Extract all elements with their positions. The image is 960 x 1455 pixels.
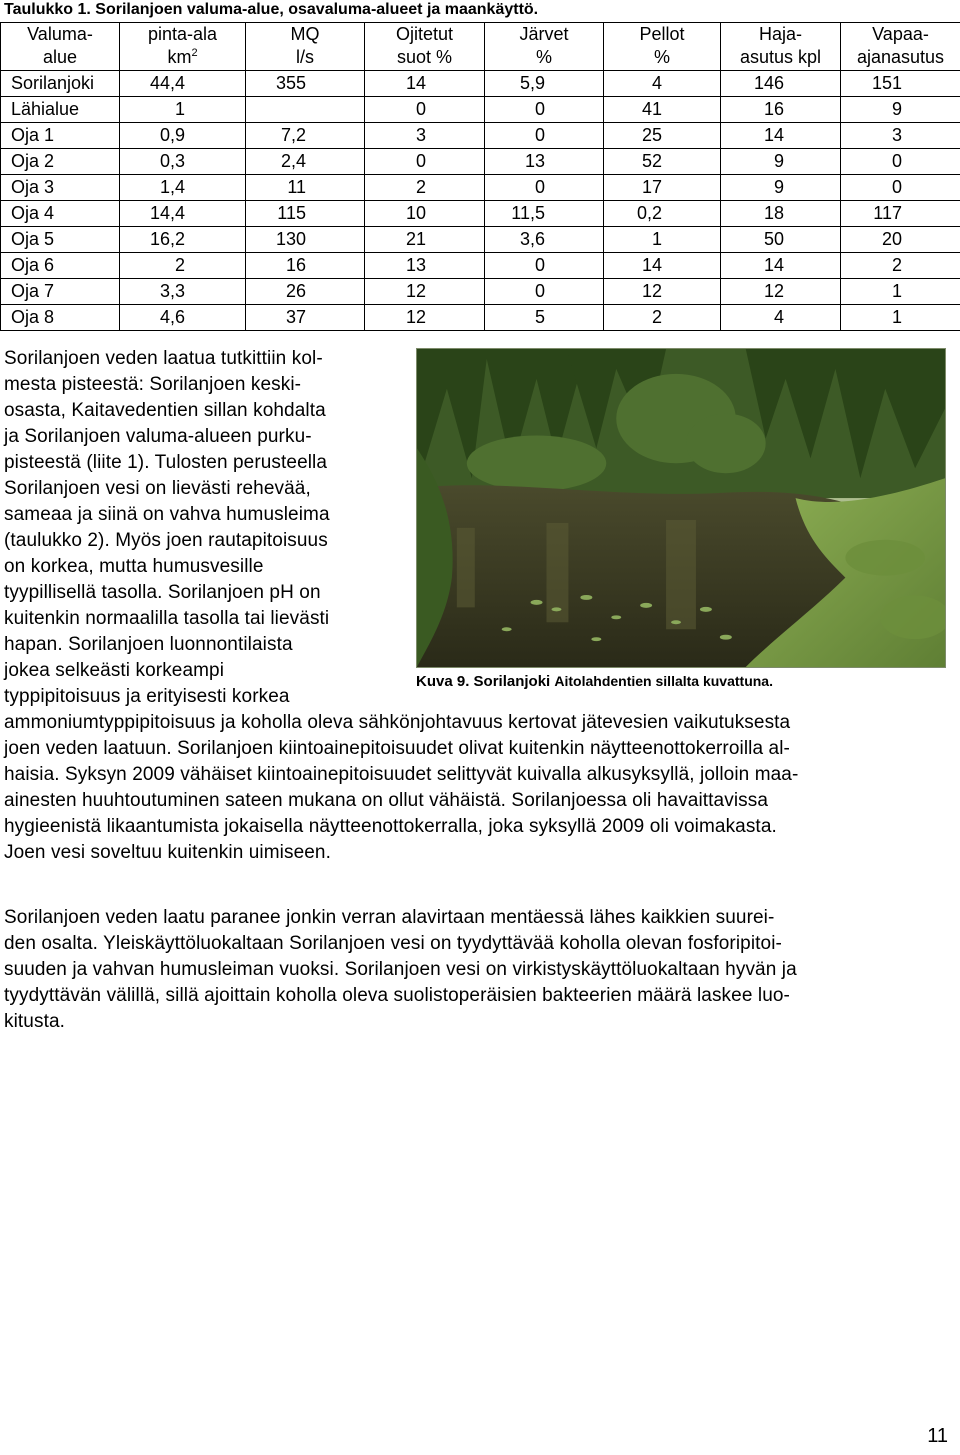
column-header-line2: l/s [296,47,314,67]
table-cell: 0 [841,175,960,201]
column-header-line2: % [535,47,552,67]
table-cell: 12 [721,279,841,305]
table-cell: 1 [120,97,246,123]
table-cell: 12 [365,305,485,331]
photo-caption-text: Aitolahdentien sillalta kuvattuna. [554,673,773,689]
table-cell: 50 [721,227,841,253]
column-header [485,23,604,71]
table-row [1,253,960,279]
column-header-line1: Järvet [519,24,569,44]
paragraph-1-line: ammoniumtyppipitoisuus ja koholla oleva sähkönjohtavuus kertovat jätevesien vaikutuksesta [4,712,791,733]
column-header-line1: Pellot [639,24,685,44]
table-cell: 151 [841,71,960,97]
table-cell: 1 [841,279,960,305]
column-header-line2: suot % [396,47,453,67]
table-cell: 12 [604,279,721,305]
table-cell: 1 [604,227,721,253]
column-header-line1: Ojitetut [395,24,454,44]
table-cell: 0 [485,175,604,201]
table-row [1,279,960,305]
table-row [1,149,960,175]
table-cell: 0,2 [604,201,721,227]
column-header-superscript: 2 [191,47,198,59]
table-row [1,97,960,123]
column-header [841,23,960,71]
table-cell: 1 [841,305,960,331]
row-label-cell: Lähialue [1,97,120,123]
paragraph-1-line: joen veden laatuun. Sorilanjoen kiintoainepitoisuudet olivat kuitenkin näytteenottokerroilla al- [4,738,790,759]
paragraph-2-line: tyydyttävän välillä, sillä ajoittain koholla oleva suolistoperäisien bakteerien määrä laskee luo- [4,985,790,1006]
table-cell: 18 [721,201,841,227]
table-cell: 5,9 [485,71,604,97]
table-cell: 26 [246,279,365,305]
river-landscape-image [417,349,945,667]
table-cell: 17 [604,175,721,201]
table-cell: 7,2 [246,123,365,149]
column-header-line2: ajanasutus [856,47,945,67]
table-cell: 13 [485,149,604,175]
table-cell: 3 [365,123,485,149]
catchment-table [0,22,960,331]
column-header [721,23,841,71]
paragraph-2-line: kitusta. [4,1011,65,1032]
table-cell: 13 [365,253,485,279]
table-row [1,123,960,149]
table-cell: 25 [604,123,721,149]
table-cell: 11 [246,175,365,201]
column-header-line1: Vapaa- [872,24,929,44]
table-cell: 146 [721,71,841,97]
column-header-line2: alue [42,47,78,67]
column-header-line2: km [167,47,192,67]
table-cell: 16 [246,253,365,279]
table-row [1,201,960,227]
column-header-line2: asutus kpl [739,47,822,67]
table-cell: 3,6 [485,227,604,253]
photo-caption-label: Kuva 9. Sorilanjoki [416,673,551,690]
paragraph-1-line: jokea selkeästi korkeampi [4,660,225,681]
table-cell: 4,6 [120,305,246,331]
paragraph-1-wide [4,710,954,866]
table-cell: 4 [604,71,721,97]
table-cell: 52 [604,149,721,175]
paragraph-1-line: tyypillisellä tasolla. Sorilanjoen pH on [4,582,321,603]
column-header-line1: MQ [290,24,320,44]
paragraph-1-line: kuitenkin normaalilla tasolla tai lievästi [4,608,330,629]
paragraph-1-line: (taulukko 2). Myös joen rautapitoisuus [4,530,328,551]
paragraph-1-line: pisteestä (liite 1). Tulosten perusteella [4,452,328,473]
table-cell: 355 [246,71,365,97]
paragraph-1-line: sameaa ja siinä on vahva humusleima [4,504,330,525]
paragraph-2-line: suuden ja vahvan humusleiman vuoksi. Sorilanjoen vesi on virkistyskäyttöluokaltaan hyvän ja [4,959,797,980]
column-header-line2: % [653,47,670,67]
column-header-line1: Valuma- [27,24,93,44]
paragraph-1-line: mesta pisteestä: Sorilanjoen keski- [4,374,302,395]
table-cell: 0 [485,253,604,279]
paragraph-1-narrow [4,346,404,710]
table-cell: 2 [365,175,485,201]
paragraph-2-line: den osalta. Yleiskäyttöluokaltaan Sorilanjoen vesi on tyydyttävää koholla olevan fosforipitoi- [4,933,782,954]
paragraph-1-line: haisia. Syksyn 2009 vähäiset kiintoainepitoisuudet selittyvät kuivalla alkusyksyllä, jolloin maa- [4,764,799,785]
table-cell: 10 [365,201,485,227]
table-row [1,175,960,201]
paragraph-1-line: hapan. Sorilanjoen luonnontilaista [4,634,293,655]
column-header [365,23,485,71]
table-cell: 9 [721,149,841,175]
table-cell: 44,4 [120,71,246,97]
column-header-line1: Haja- [758,24,802,44]
paragraph-1-line: ja Sorilanjoen valuma-alueen purku- [4,426,312,447]
table-cell: 130 [246,227,365,253]
page-number: 11 [927,1425,948,1447]
table-cell: 9 [721,175,841,201]
row-label-cell: Oja 2 [1,149,120,175]
table-cell: 0 [841,149,960,175]
table-cell: 14 [721,123,841,149]
paragraph-2 [4,905,954,1035]
table-cell: 37 [246,305,365,331]
column-header [120,23,246,71]
table-cell: 9 [841,97,960,123]
table-cell: 3 [841,123,960,149]
table-cell: 0 [485,123,604,149]
paragraph-1-line: hygieenistä likaantumista jokaisella näytteenottokerralla, joka syksyllä 2009 oli voimakasta. [4,816,777,837]
row-label-cell: Oja 5 [1,227,120,253]
table-cell: 2 [604,305,721,331]
row-label-cell: Oja 6 [1,253,120,279]
table-cell: 14,4 [120,201,246,227]
table-cell: 41 [604,97,721,123]
table-cell: 16,2 [120,227,246,253]
table-caption: Taulukko 1. Sorilanjoen valuma-alue, osavaluma-alueet ja maankäyttö. [4,1,539,18]
paragraph-2-line: Sorilanjoen veden laatu paranee jonkin verran alavirtaan mentäessä lähes kaikkien suurei- [4,907,775,928]
table-row [1,305,960,331]
column-header [246,23,365,71]
table-cell: 0,3 [120,149,246,175]
table-cell: 0 [365,149,485,175]
paragraph-1-line: Sorilanjoen veden laatua tutkittiin kol- [4,348,323,369]
table-cell: 14 [721,253,841,279]
table-cell: 16 [721,97,841,123]
paragraph-1-line: Joen vesi soveltuu kuitenkin uimiseen. [4,842,331,863]
table-cell: 1,4 [120,175,246,201]
table-cell: 20 [841,227,960,253]
table-cell: 0 [485,97,604,123]
table-cell: 2 [120,253,246,279]
table-cell: 5 [485,305,604,331]
table-body [1,71,960,331]
table-cell: 14 [604,253,721,279]
column-header-line1: pinta-ala [147,24,218,44]
table-cell: 0 [485,279,604,305]
paragraph-1-line: ainesten huuhtoutuminen sateen mukana on ollut vähäistä. Sorilanjoessa oli havaittavissa [4,790,769,811]
column-header [1,23,120,71]
table-row [1,227,960,253]
table-cell: 21 [365,227,485,253]
table-cell: 115 [246,201,365,227]
river-photo [416,348,946,668]
row-label-cell: Oja 7 [1,279,120,305]
table-cell: 2,4 [246,149,365,175]
table-header-row [1,23,960,71]
table-cell: 3,3 [120,279,246,305]
paragraph-1-line: Sorilanjoen vesi on lievästi rehevää, [4,478,311,499]
table-cell: 2 [841,253,960,279]
table-cell: 4 [721,305,841,331]
paragraph-1-line: osasta, Kaitavedentien sillan kohdalta [4,400,326,421]
row-label-cell: Oja 4 [1,201,120,227]
column-header [604,23,721,71]
photo-caption [416,671,773,692]
table-cell: 12 [365,279,485,305]
paragraph-1-line: on korkea, mutta humusvesille [4,556,264,577]
table-cell: 0 [365,97,485,123]
paragraph-1-line: typpipitoisuus ja erityisesti korkea [4,686,290,707]
row-label-cell: Oja 3 [1,175,120,201]
table-cell: 117 [841,201,960,227]
row-label-cell: Sorilanjoki [1,71,120,97]
row-label-cell: Oja 1 [1,123,120,149]
table-cell: 14 [365,71,485,97]
table-cell: 0,9 [120,123,246,149]
table-cell: 11,5 [485,201,604,227]
table-cell [246,97,365,123]
table-row [1,71,960,97]
row-label-cell: Oja 8 [1,305,120,331]
